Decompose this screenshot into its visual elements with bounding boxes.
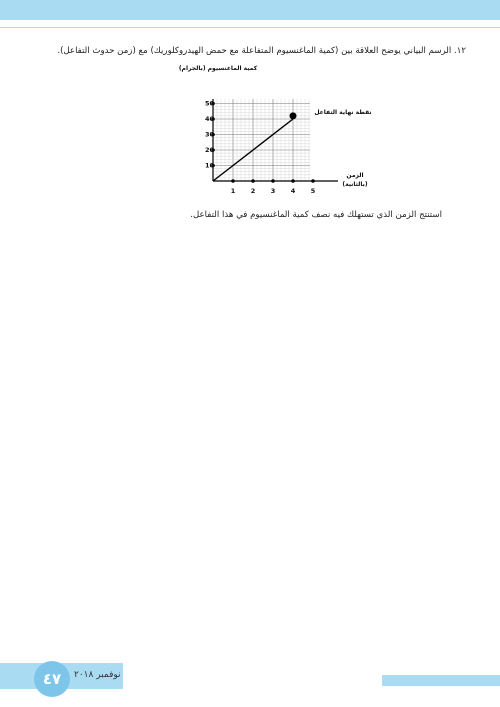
y-tick-label: 50	[205, 99, 215, 108]
x-tick-dot	[311, 179, 315, 183]
y-tick-label: 30	[205, 130, 215, 139]
y-tick-label: 20	[205, 146, 215, 154]
end-point-marker	[290, 112, 297, 119]
x-tick-label: 4	[290, 187, 296, 195]
header-band	[0, 0, 500, 20]
graph-grid	[213, 99, 310, 181]
y-tick-label: 10	[205, 161, 215, 170]
page-number-badge: ٤٧	[34, 661, 70, 697]
x-tick-dot	[251, 179, 255, 183]
x-tick-label: 3	[270, 187, 276, 195]
x-tick-label: 1	[230, 187, 236, 195]
end-point-label: نقطة نهاية التفاعل	[314, 109, 372, 116]
x-tick-label: 5	[310, 187, 316, 195]
footer-date: نوفمبر ٢٠١٨	[74, 670, 121, 680]
header-divider	[0, 27, 500, 28]
conclusion-question: استنتج الزمن الذي تستهلك فيه نصف كمية الماغنسيوم في هذا التفاعل.	[190, 210, 442, 220]
x-tick-dot	[291, 179, 295, 183]
question-12-text: ١٢. الرسم البياني يوضح العلاقة بين (كمية الماغنسيوم المتفاعلة مع حمض الهيدروكلوريك) مع (زمن حدوث التفاعل).	[57, 46, 466, 56]
x-axis-label: الزمن	[346, 172, 364, 179]
x-tick-dot	[231, 179, 235, 183]
x-axis-unit: (بالثانية)	[342, 181, 368, 188]
x-tick-label: 2	[250, 187, 256, 195]
y-axis-label: كمية الماغنسيوم (بالجرام)	[178, 65, 258, 72]
x-tick-dot	[271, 179, 275, 183]
magnesium-time-graph	[178, 62, 380, 202]
footer-bar-right	[382, 675, 500, 686]
y-tick-label: 40	[205, 115, 215, 123]
